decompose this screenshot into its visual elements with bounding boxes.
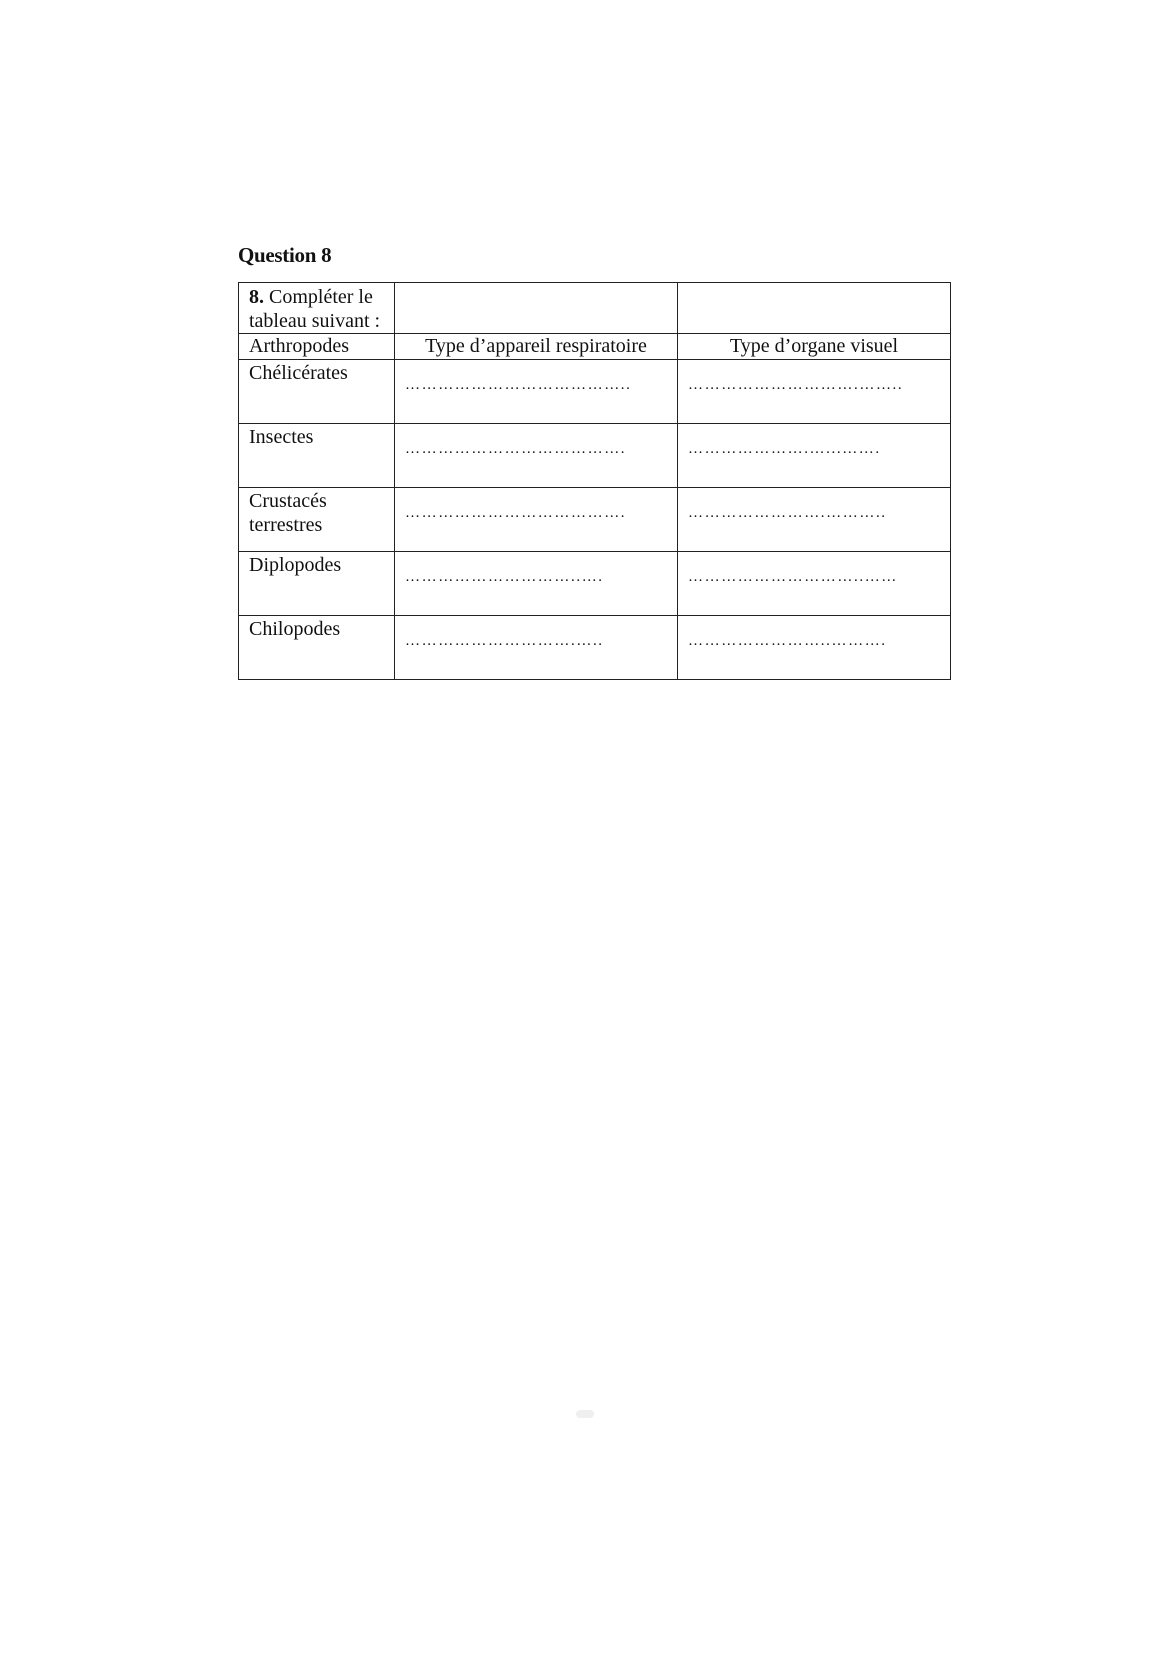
empty-header-cell [678, 283, 951, 334]
answer-blank-visual[interactable]: ………………………….…….. [678, 360, 951, 424]
row-label: Chilopodes [239, 616, 395, 680]
answer-blank-visual[interactable]: …………………………..…… [678, 552, 951, 616]
answer-blank-respiratory[interactable]: ………………………………….. [395, 360, 678, 424]
table-row [239, 424, 951, 488]
question-title: Question 8 [238, 243, 332, 267]
answer-blank-visual[interactable]: ……………………..………. [678, 616, 951, 680]
intro-row [239, 283, 951, 334]
answer-blank-respiratory[interactable]: …………………………………. [395, 488, 678, 552]
table-row [239, 616, 951, 680]
empty-header-cell [395, 283, 678, 334]
row-label: Chélicérates [239, 360, 395, 424]
row-label: Insectes [239, 424, 395, 488]
answer-blank-respiratory[interactable]: ………………………….….. [395, 616, 678, 680]
table-row [239, 488, 951, 552]
header-arthropodes: Arthropodes [239, 334, 395, 360]
table-row [239, 360, 951, 424]
scan-smudge [576, 1410, 594, 1418]
instruction-cell [239, 283, 395, 334]
instruction-text: Compléter le tableau suivant : [249, 286, 381, 332]
table-row [239, 552, 951, 616]
answer-blank-respiratory[interactable]: …………………………..…. [395, 552, 678, 616]
row-label: Crustacés terrestres [239, 488, 395, 552]
answer-blank-visual[interactable]: ………………….…...……. [678, 424, 951, 488]
answer-blank-visual[interactable]: …………………….……….. [678, 488, 951, 552]
answer-blank-respiratory[interactable]: …………………………………. [395, 424, 678, 488]
header-visual: Type d’organe visuel [678, 334, 951, 360]
instruction-number: 8. [249, 286, 264, 308]
header-row [239, 334, 951, 360]
row-label: Diplopodes [239, 552, 395, 616]
header-respiratory: Type d’appareil respiratoire [395, 334, 678, 360]
question-table [238, 282, 951, 680]
